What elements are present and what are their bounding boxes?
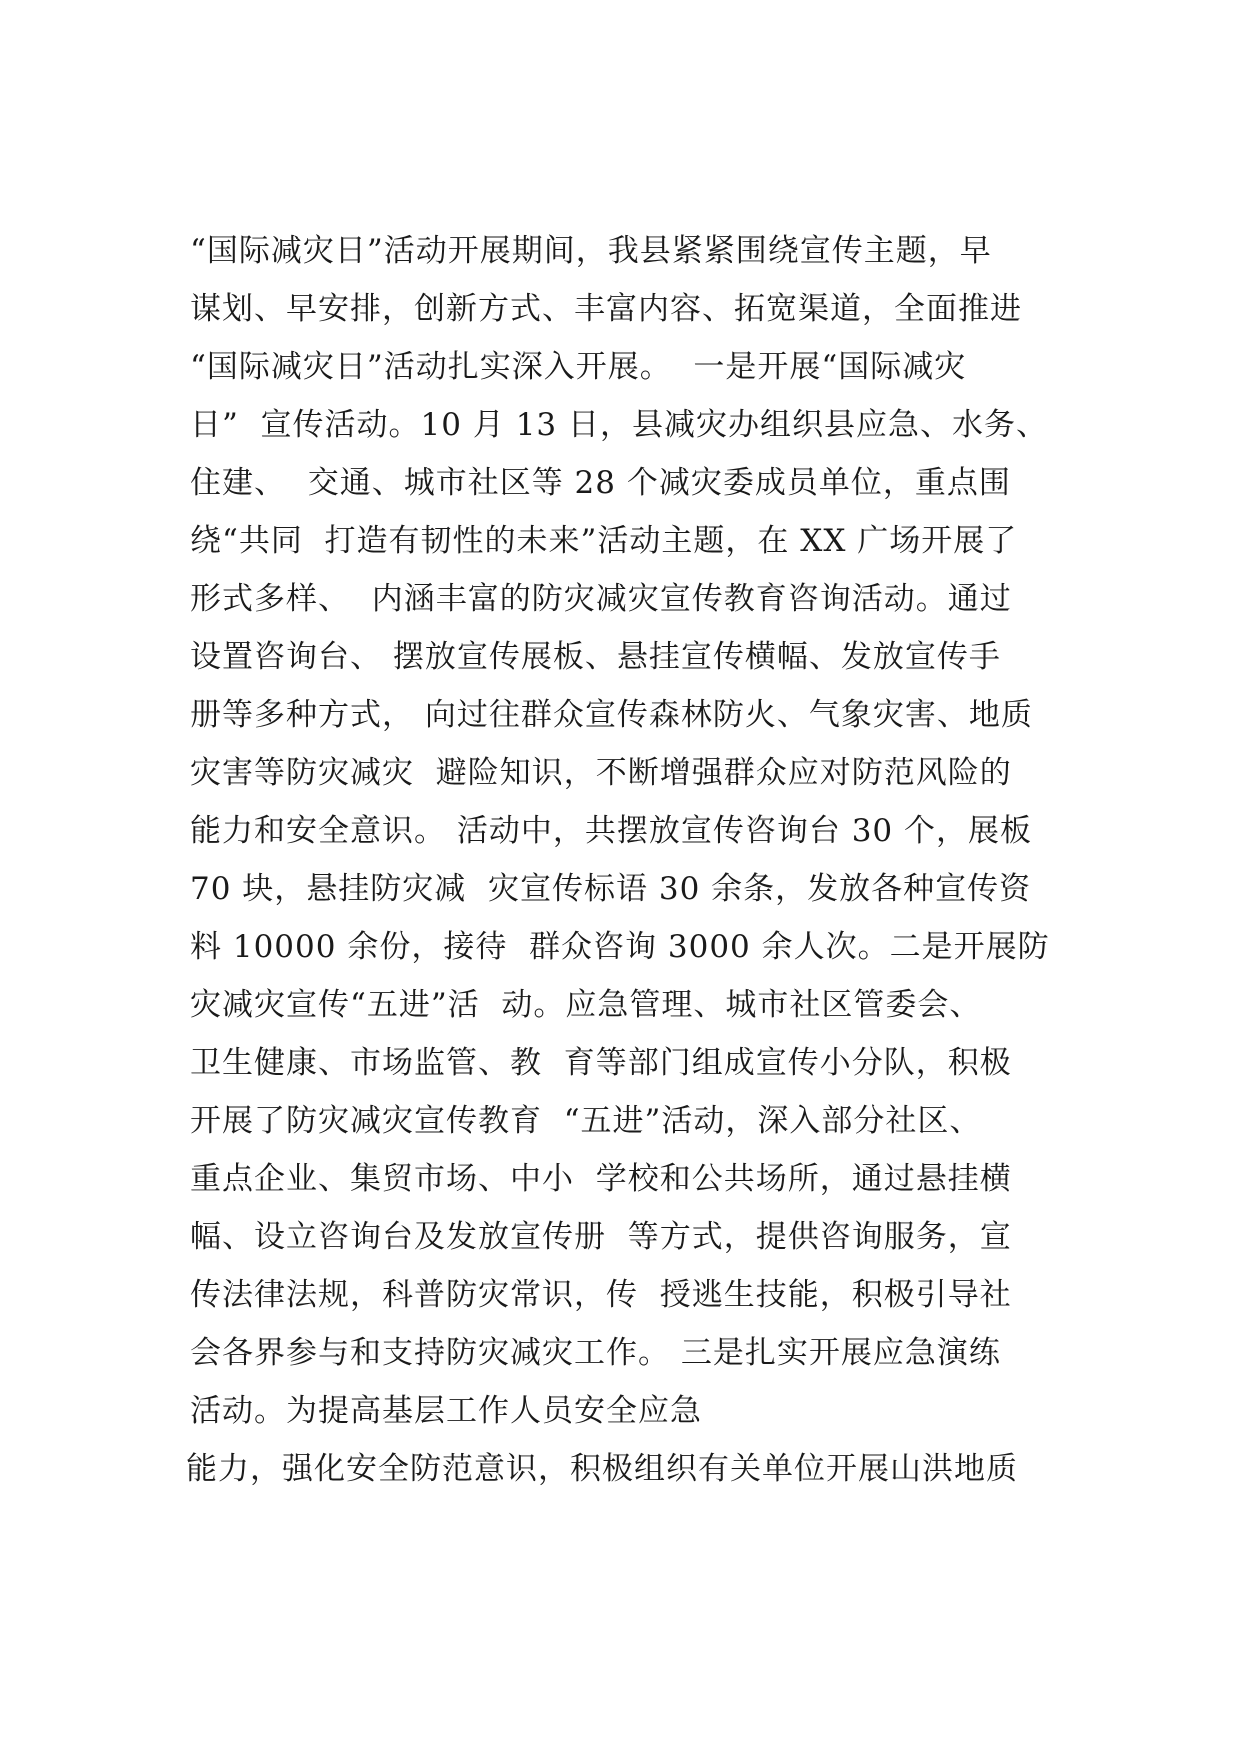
text-line: 会各界参与和支持防灾减灾工作。 三是扎实开展应急演练 — [190, 1335, 1001, 1371]
text-line: 活动。为提高基层工作人员安全应急 — [190, 1393, 702, 1429]
text-line: 能力，强化安全防范意识，积极组织有关单位开展山洪地质 — [186, 1451, 1018, 1487]
text-line: 日” 宣传活动。10 月 13 日，县减灾办组织县应急、水务、 — [190, 407, 1049, 443]
text-line: 重点企业、集贸市场、中小 学校和公共场所，通过悬挂横 — [190, 1161, 1012, 1197]
text-line: “国际减灾日”活动开展期间，我县紧紧围绕宣传主题，早 — [190, 233, 992, 269]
text-line: 灾害等防灾减灾 避险知识，不断增强群众应对防范风险的 — [190, 755, 1012, 791]
text-line: 卫生健康、市场监管、教 育等部门组成宣传小分队，积极 — [190, 1045, 1012, 1081]
text-line: 开展了防灾减灾宣传教育 “五进”活动，深入部分社区、 — [190, 1103, 982, 1139]
text-line: 形式多样、 内涵丰富的防灾减灾宣传教育咨询活动。通过 — [190, 581, 1012, 617]
body-paragraph — [186, 222, 1070, 1498]
text-line: 传法律法规，科普防灾常识，传 授逃生技能，积极引导社 — [190, 1277, 1012, 1313]
text-line: 设置咨询台、 摆放宣传展板、悬挂宣传横幅、发放宣传手 — [190, 639, 1001, 675]
text-line: 册等多种方式， 向过往群众宣传森林防火、气象灾害、地质 — [190, 697, 1033, 733]
text-line: 住建、 交通、城市社区等 28 个减灾委成员单位，重点围 — [190, 465, 1011, 501]
text-line: “国际减灾日”活动扎实深入开展。 一是开展“国际减灾 — [190, 349, 967, 385]
text-line: 能力和安全意识。 活动中，共摆放宣传咨询台 30 个，展板 — [190, 813, 1033, 849]
text-line: 灾减灾宣传“五进”活 动。应急管理、城市社区管委会、 — [190, 987, 982, 1023]
text-line: 谋划、早安排，创新方式、丰富内容、拓宽渠道，全面推进 — [190, 291, 1022, 327]
text-line: 70 块，悬挂防灾减 灾宣传标语 30 余条，发放各种宣传资 — [190, 871, 1032, 907]
text-line: 料 10000 余份，接待 群众咨询 3000 余人次。二是开展防 — [190, 929, 1050, 965]
text-line: 绕“共同 打造有韧性的未来”活动主题，在 XX 广场开展了 — [190, 523, 1018, 559]
text-line: 幅、设立咨询台及发放宣传册 等方式，提供咨询服务，宣 — [190, 1219, 1012, 1255]
